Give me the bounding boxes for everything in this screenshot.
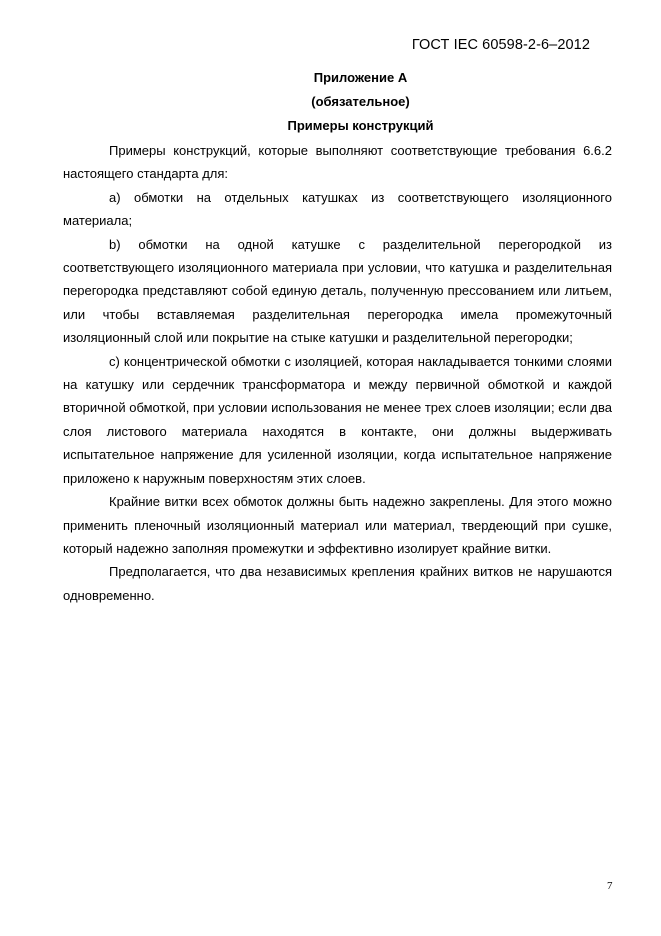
- appendix-subtitle: Примеры конструкций: [287, 118, 434, 133]
- paragraph-intro: Примеры конструкций, которые выполняют соответствующие требования 6.6.2 настоящего стандарта для:: [63, 143, 612, 182]
- paragraph-item-c: с) концентрической обмотки с изоляцией, которая накладывается тонкими слоями на катушку или сердечник трансформатора и между первичной обмоткой и каждой вторичной обмоткой, при условии использования не менее трех слоев изоляции; если два слоя листового материала находятся в контакте, они должны выдерживать испытательное напряжение для усиленной изоляции, когда испытательное напряжение приложено к наружным поверхностям этих слоев.: [63, 353, 612, 486]
- paragraph-item-a: а) обмотки на отдельных катушках из соответствующего изоляционного материала;: [63, 189, 612, 229]
- paragraph-end-turns: Крайние витки всех обмоток должны быть надежно закреплены. Для этого можно применить пленочный изоляционный материал или материал, твердеющий при сушке, который надежно заполняя промежутки и эффективно изолирует крайние витки.: [63, 494, 612, 556]
- paragraph-item-b: b) обмотки на одной катушке с разделительной перегородкой из соответствующего изоляционного материала при условии, что катушка и разделительная перегородка представляют собой единую деталь, полученную прессованием или литьем, или чтобы вставляемая разделительная перегородка имела промежуточный изоляционный слой или покрытие на стыке катушки и разделительной перегородки;: [63, 236, 612, 346]
- standard-code-header: ГОСТ IEC 60598-2-6–2012: [411, 37, 590, 53]
- body-text: [63, 139, 612, 607]
- paragraph-assumption: Предполагается, что два независимых крепления крайних витков не нарушаются одновременно.: [63, 564, 612, 603]
- appendix-title: Приложение А: [313, 70, 408, 85]
- appendix-status: (обязательное): [311, 94, 410, 109]
- page-number: 7: [607, 880, 613, 892]
